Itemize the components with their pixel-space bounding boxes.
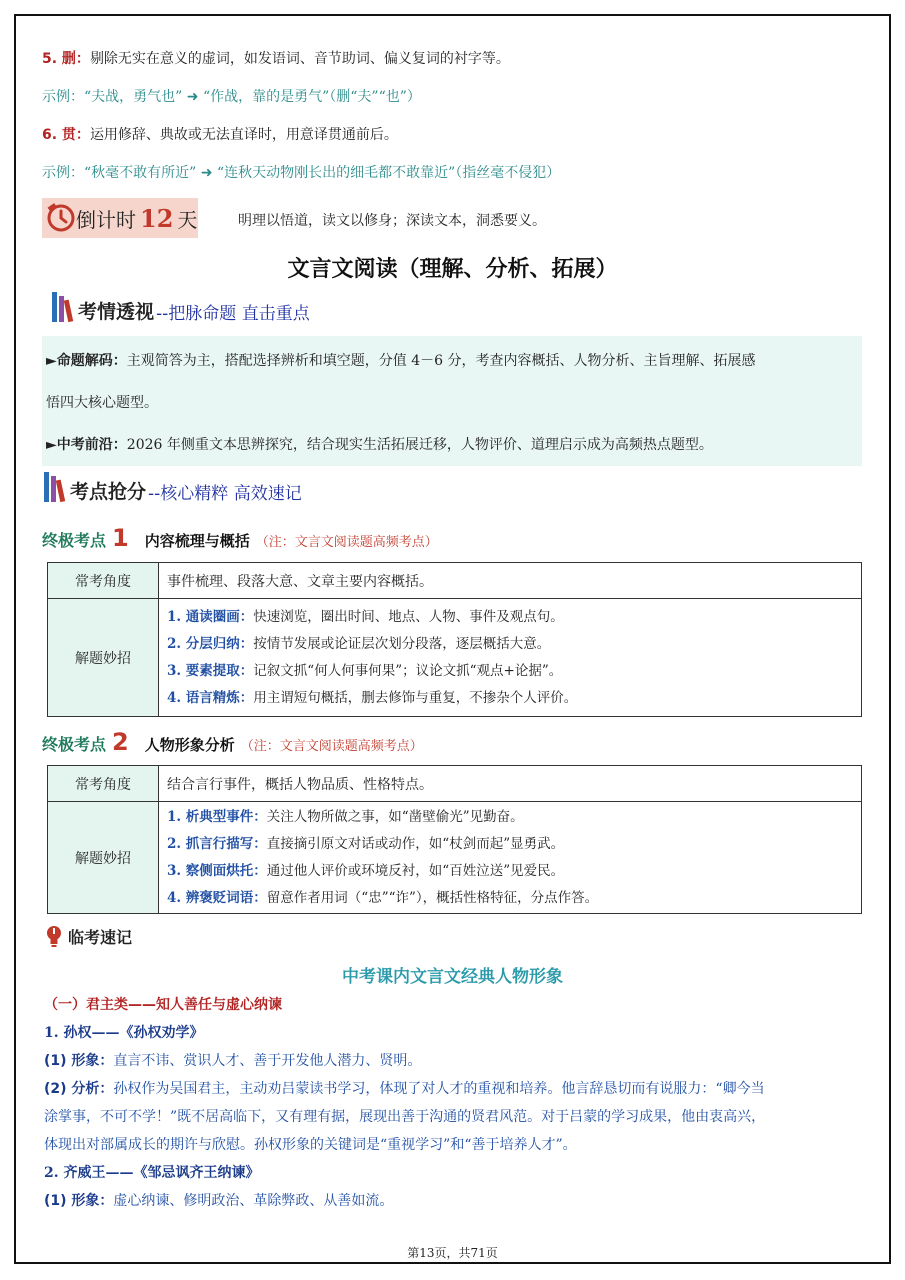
key-point-number: 1 [112,524,129,552]
entry-label: (1) 形象： [44,1193,114,1209]
key-point-title: 内容梳理与概括 [144,532,250,550]
item-6-label: 6. 贯： [42,127,90,143]
key-point-label: 终极考点 [42,531,107,550]
band-line-1-cont: 悟四大核心题型。 [46,395,158,411]
row-head-tips: 解题妙招 [48,599,159,717]
row-head-angle: 常考角度 [48,563,159,599]
item-6-text: 运用修辞、典故或无法直译时，用意译贯通前后。 [89,127,398,143]
entry-text: 直言不讳、赏识人才、善于开发他人潜力、贤明。 [113,1053,422,1069]
books-icon [42,470,68,504]
entry-text: 虚心纳谏、修明政治、革除弊政、从善如流。 [113,1193,394,1209]
section-subtitle: --核心精粹 高效速记 [148,484,302,504]
example-2: 示例：“秋毫不敢有所近” ➜ “连秋天动物刚长出的细毛都不敢靠近”（指丝毫不侵犯） [42,165,561,181]
sub-title: 中考课内文言文经典人物形象 [342,967,563,987]
row-text-angle: 结合言行事件，概括人物品质、性格特点。 [159,766,862,802]
clock-icon [46,203,76,233]
exam-analysis-band [42,336,862,466]
key-point-2-heading [42,728,423,756]
tip-item: 2. 分层归纳：按情节发展或论证层次划分段落，逐层概括大意。 [167,635,551,652]
page-footer: 第13页，共71页 [407,1246,498,1260]
band-line-1 [46,350,756,370]
key-point-note: （注：文言文阅读题高频考点） [240,739,423,754]
item-6 [42,124,398,144]
row-head-tips: 解题妙招 [48,802,159,914]
page-title: 文言文阅读（理解、分析、拓展） [287,257,618,282]
entry-1-name: 1. 孙权——《孙权劝学》 [44,1025,204,1041]
entry-2-name: 2. 齐威王——《邹忌讽齐王纳谏》 [44,1165,260,1181]
entry-1-analysis-cont: 体现出对部属成长的期许与欣慰。孙权形象的关键词是“重视学习”和“善于培养人才”。 [44,1137,577,1153]
key-point-title: 人物形象分析 [144,736,235,754]
countdown-number: 12 [140,203,174,233]
countdown-motto: 明理以悟道，读文以修身；深读文本，洞悉要义。 [238,213,546,229]
section-subtitle: --把脉命题 直击重点 [156,304,310,324]
countdown-badge [42,198,198,238]
key-point-2-table [47,765,862,914]
entry-text: 孙权作为吴国君主，主动劝吕蒙读书学习，体现了对人才的重视和培养。他言辞恳切而有说服力：“卿今当 [113,1081,765,1097]
entry-label: (2) 分析： [44,1081,114,1097]
key-point-1-table [47,562,862,717]
quick-memo-heading [44,924,132,948]
section-heading-1 [50,290,310,324]
entry-1-image [44,1050,421,1070]
key-point-note: （注：文言文阅读题高频考点） [255,535,438,550]
row-text-angle: 事件梳理、段落大意、文章主要内容概括。 [159,563,862,599]
tip-item: 3. 察侧面烘托：通过他人评价或环境反衬，如“百姓泣送”见爱民。 [167,862,565,879]
item-5-label: 5. 删： [42,51,90,67]
tip-item: 3. 要素提取：记叙文抓“何人何事何果”；议论文抓“观点+论据”。 [167,662,563,679]
section-title: 考点抢分 [70,481,147,503]
category-heading: （一）君主类——知人善任与虚心纳谏 [44,997,282,1013]
tip-item: 1. 析典型事件：关注人物所做之事，如“凿壁偷光”见勤奋。 [167,808,524,825]
band-line-2 [46,434,713,454]
band-label-1: ►命题解码： [46,353,127,369]
countdown-unit: 天 [177,207,198,232]
section-title: 考情透视 [78,301,155,323]
key-point-number: 2 [112,728,129,756]
row-head-angle: 常考角度 [48,766,159,802]
tip-item: 4. 辨褒贬词语：留意作者用词（“忠”“诈”），概括性格特征，分点作答。 [167,889,599,906]
entry-label: (1) 形象： [44,1053,114,1069]
band-label-2: ►中考前沿： [46,437,127,453]
tip-item: 2. 抓言行描写：直接摘引原文对话或动作，如“杖剑而起”显勇武。 [167,835,565,852]
key-point-1-heading [42,524,438,552]
entry-2-image [44,1190,393,1210]
entry-1-analysis [44,1078,765,1098]
band-text-2: 2026 年侧重文本思辨探究，结合现实生活拓展迁移，人物评价、道理启示成为高频热点题型。 [126,437,713,453]
quick-memo-title: 临考速记 [68,927,133,947]
key-point-label: 终极考点 [42,735,107,754]
band-text-1: 主观简答为主，搭配选择辨析和填空题，分值 4－6 分，考查内容概括、人物分析、主旨理解、拓展感 [126,353,756,369]
entry-1-analysis-cont: 涂掌事，不可不学！”既不居高临下，又有理有据，展现出善于沟通的贤君风范。对于吕蒙的学习成果，他由衷高兴， [44,1109,766,1125]
tip-item: 1. 通读圈画：快速浏览，圈出时间、地点、人物、事件及观点句。 [167,608,564,625]
lightbulb-icon [44,924,64,948]
example-1: 示例：“夫战，勇气也” ➜ “作战，靠的是勇气”（删“夫”“也”） [42,89,421,105]
section-heading-2 [42,470,302,504]
item-5-text: 剔除无实在意义的虚词，如发语词、音节助词、偏义复词的衬字等。 [89,51,510,67]
tips-cell [159,802,862,914]
tip-item: 4. 语言精炼：用主谓短句概括，删去修饰与重复，不掺杂个人评价。 [167,689,578,706]
item-5 [42,48,510,68]
countdown-prefix: 倒计时 [76,207,136,232]
books-icon [50,290,76,324]
tips-cell [159,599,862,717]
